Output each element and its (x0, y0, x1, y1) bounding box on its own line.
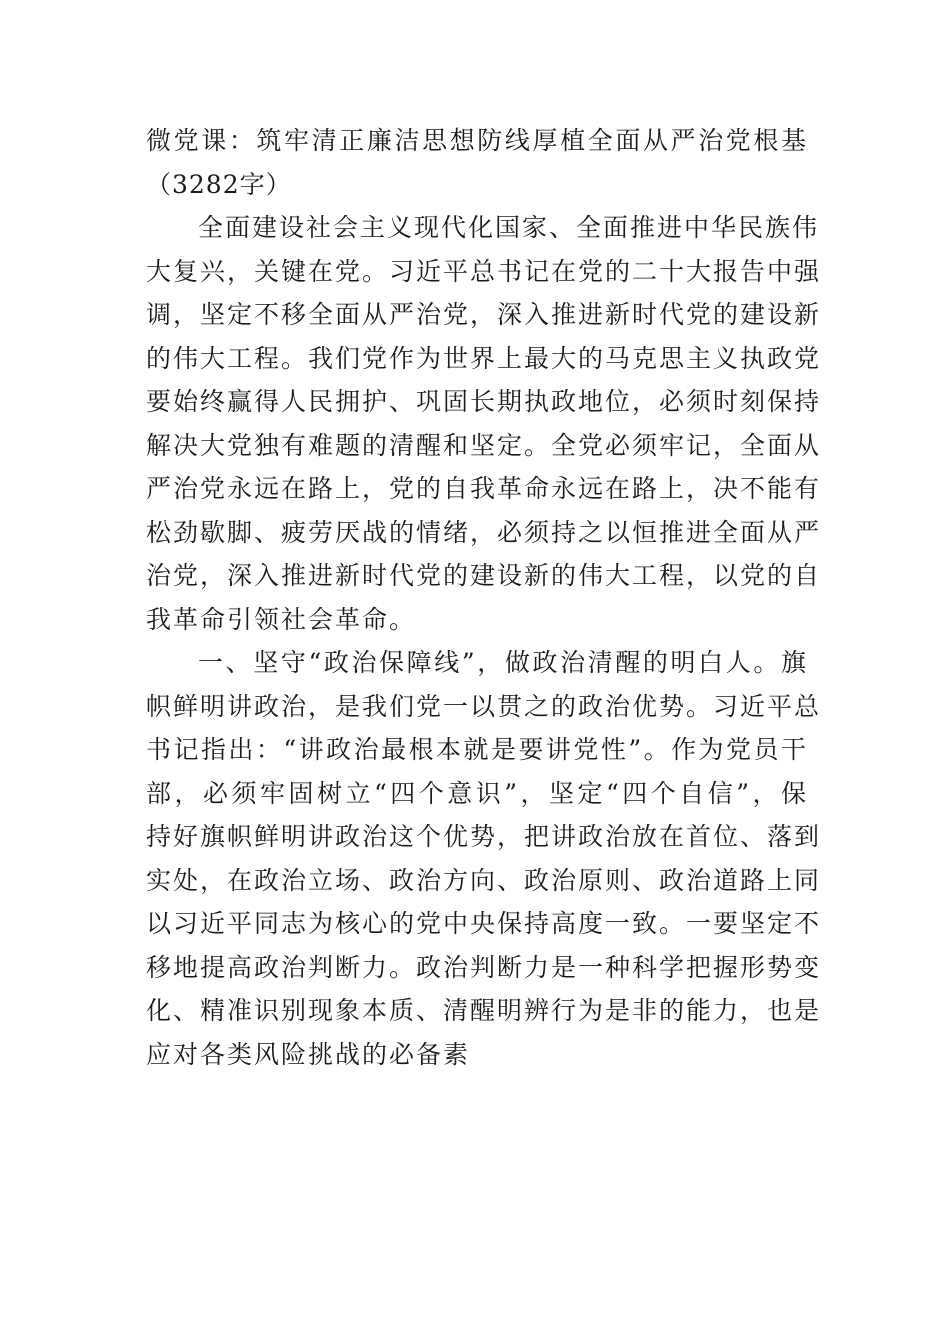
paragraph-line: 实处，在政治立场、政治方向、政治原则、政治道路上同 (146, 865, 822, 895)
document-body (146, 119, 822, 1076)
paragraph-line: 帜鲜明讲政治，是我们党一以贯之的政治优势。习近平总 (146, 691, 822, 721)
paragraph-line: 部，必须牢固树立“四个意识”，坚定“四个自信”，保 (146, 778, 808, 808)
paragraph-line: 持好旗帜鲜明讲政治这个优势，把讲政治放在首位、落到 (146, 822, 822, 851)
document-title: 微党课：筑牢清正廉洁思想防线厚植全面从严治党根基 (146, 126, 808, 155)
paragraph-line: 一、坚守“政治保障线”，做政治清醒的明白人。旗 (198, 648, 808, 677)
paragraph-line: 治党，深入推进新时代党的建设新的伟大工程，以党的自 (146, 561, 822, 590)
paragraph-line: 我革命引领社会革命。 (146, 604, 417, 634)
paragraph-line: 化、精准识别现象本质、清醒明辨行为是非的能力，也是 (146, 996, 822, 1025)
paragraph-line: 解决大党独有难题的清醒和坚定。全党必须牢记，全面从 (146, 430, 822, 460)
paragraph-line: 移地提高政治判断力。政治判断力是一种科学把握形势变 (146, 952, 822, 982)
paragraph-line: 全面建设社会主义现代化国家、全面推进中华民族伟 (198, 213, 820, 242)
paragraph-line: 大复兴，关键在党。习近平总书记在党的二十大报告中强 (146, 256, 822, 286)
paragraph-line: 以习近平同志为核心的党中央保持高度一致。一要坚定不 (146, 909, 822, 938)
paragraph-line: 的伟大工程。我们党作为世界上最大的马克思主义执政党 (146, 343, 822, 373)
paragraph-line: 调，坚定不移全面从严治党，深入推进新时代党的建设新 (146, 300, 822, 329)
paragraph-line: 应对各类风险挑战的必备素 (146, 1039, 471, 1069)
paragraph-line: 书记指出：“讲政治最根本就是要讲党性”。作为党员干 (146, 735, 808, 764)
paragraph-line: 松劲歇脚、疲劳厌战的情绪，必须持之以恒推进全面从严 (146, 517, 822, 547)
paragraph-line: 严治党永远在路上，党的自我革命永远在路上，决不能有 (146, 474, 822, 503)
paragraph-line: 要始终赢得人民拥护、巩固长期执政地位，必须时刻保持 (146, 387, 822, 416)
document-word-count: （3282字） (146, 169, 292, 199)
